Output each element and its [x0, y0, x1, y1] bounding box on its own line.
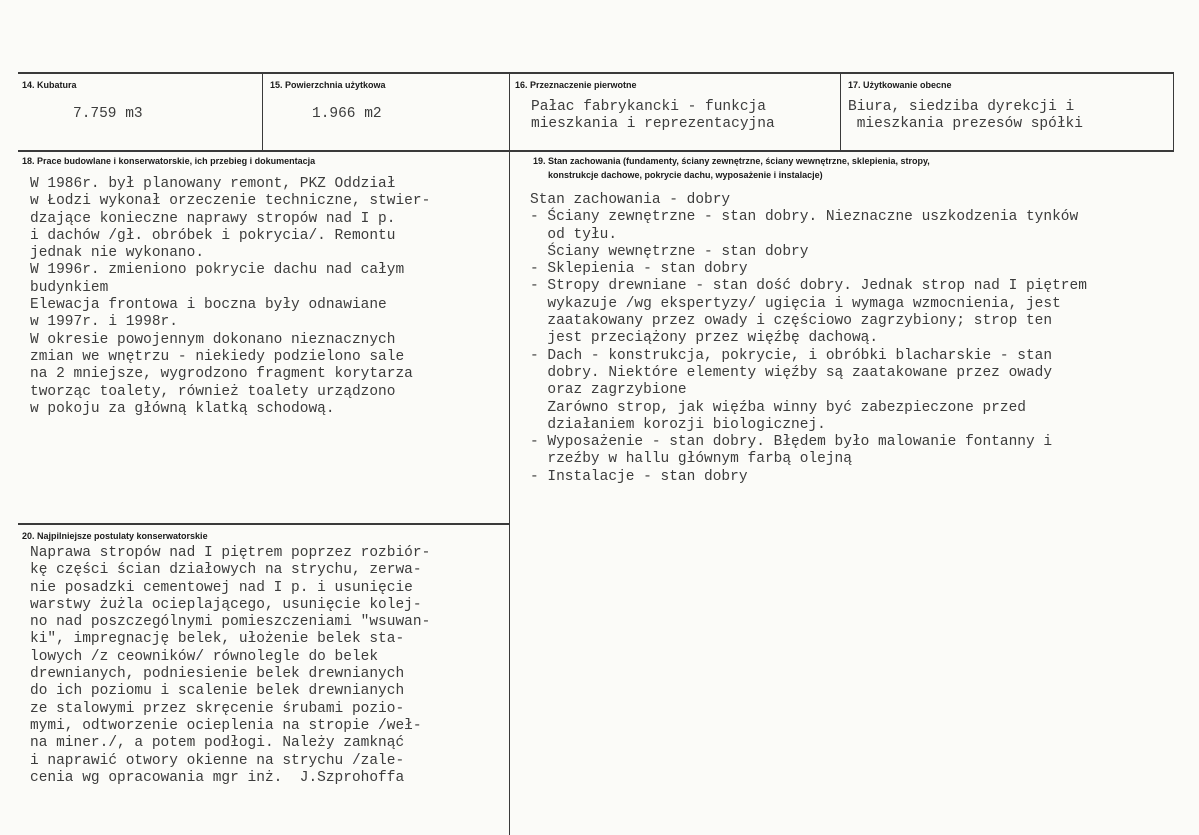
text-line: mieszkania prezesów spółki — [848, 116, 1083, 133]
text-line: Zarówno strop, jak więźba winny być zabezpieczone przed — [530, 399, 1026, 416]
text-line: - Instalacje - stan dobry — [530, 468, 748, 485]
text-line: - Ściany zewnętrzne - stan dobry. Nieznaczne uszkodzenia tynków — [530, 209, 1079, 226]
text-line: do ich poziomu i scalenie belek drewnianych — [30, 683, 405, 700]
divider-2 — [509, 73, 510, 835]
text-line: i dachów /gł. obróbek i pokrycia/. Remontu — [30, 227, 396, 244]
text-line: cenia wg opracowania mgr inż. J.Szprohoffa — [30, 769, 405, 786]
przeznaczenie-text — [531, 99, 775, 134]
text-line: dobry. Niektóre elementy więźby są zaatakowane przez owady — [530, 364, 1053, 381]
right-edge — [1173, 73, 1174, 151]
text-line: dzające konieczne naprawy stropów nad I p. — [30, 210, 396, 227]
text-line: wykazuje /wg ekspertyzy/ ugięcia i wymaga wzmocnienia, jest — [530, 295, 1061, 312]
text-line: - Stropy drewniane - stan dość dobry. Jednak strop nad I piętrem — [530, 278, 1087, 295]
prace-text — [30, 176, 430, 418]
text-line: tworząc toalety, również toalety urządzono — [30, 383, 396, 400]
uzytkowanie-label: 17. Użytkowanie obecne — [848, 80, 952, 90]
text-line: Elewacja frontowa i boczna były odnawiane — [30, 297, 387, 314]
text-line: mymi, odtworzenie ocieplenia na stropie /weł- — [30, 717, 422, 734]
stan-label-line1: 19. Stan zachowania (fundamenty, ściany zewnętrzne, ściany wewnętrzne, sklepienia, stropy, — [533, 156, 930, 166]
text-line: rzeźby w hallu głównym farbą olejną — [530, 451, 852, 468]
text-line: Ściany wewnętrzne - stan dobry — [530, 243, 809, 260]
postulaty-border — [18, 523, 510, 525]
text-line: drewnianych, podniesienie belek drewnianych — [30, 666, 405, 683]
text-line: w 1997r. i 1998r. — [30, 314, 178, 331]
text-line: od tyłu. — [530, 226, 618, 243]
mid-border — [18, 150, 1174, 152]
text-line: na miner./, a potem podłogi. Należy zamknąć — [30, 735, 405, 752]
text-line: kę części ścian działowych na strychu, zerwa- — [30, 562, 422, 579]
text-line: Pałac fabrykancki - funkcja — [531, 99, 766, 115]
text-line: Biura, siedziba dyrekcji i — [848, 99, 1075, 115]
text-line: jest przeciążony przez więźbę dachową. — [530, 330, 879, 347]
text-line: na 2 mniejsze, wygrodzono fragment korytarza — [30, 366, 413, 383]
text-line: Stan zachowania - dobry — [530, 192, 731, 208]
text-line: mieszkania i reprezentacyjna — [531, 116, 775, 133]
postulaty-text — [30, 545, 430, 787]
text-line: oraz zagrzybione — [530, 382, 687, 399]
text-line: W 1986r. był planowany remont, PKZ Oddział — [30, 176, 396, 192]
text-line: W 1996r. zmieniono pokrycie dachu nad całym — [30, 262, 405, 279]
przeznaczenie-label: 16. Przeznaczenie pierwotne — [515, 80, 637, 90]
stan-label-line2: konstrukcje dachowe, pokrycie dachu, wyposażenie i instalacje) — [548, 170, 823, 180]
text-line: no nad poszczególnymi pomieszczeniami "wsuwan- — [30, 614, 431, 631]
text-line: nie posadzki cementowej nad I p. i usunięcie — [30, 579, 413, 596]
text-line: zaatakowany przez owady i częściowo zagrzybiony; strop ten — [530, 313, 1053, 330]
prace-label: 18. Prace budowlane i konserwatorskie, ich przebieg i dokumentacja — [22, 156, 316, 166]
text-line: - Wyposażenie - stan dobry. Błędem było malowanie fontanny i — [530, 434, 1053, 451]
text-line: w pokoju za główną klatką schodową. — [30, 400, 335, 417]
text-line: ki", impregnację belek, ułożenie belek sta- — [30, 631, 405, 648]
divider-1 — [262, 73, 263, 151]
powierzchnia-label: 15. Powierzchnia użytkowa — [270, 80, 386, 90]
text-line: w Łodzi wykonał orzeczenie techniczne, stwier- — [30, 193, 431, 210]
top-border — [18, 72, 1174, 74]
kubatura-value: 7.759 m3 — [73, 106, 143, 122]
text-line: warstwy żużla ocieplającego, usunięcie kolej- — [30, 596, 422, 613]
text-line: ze stalowymi przez skręcenie śrubami pozio- — [30, 700, 405, 717]
text-line: - Dach - konstrukcja, pokrycie, i obróbki blacharskie - stan — [530, 347, 1053, 364]
postulaty-label: 20. Najpilniejsze postulaty konserwatorskie — [22, 531, 208, 541]
kubatura-label: 14. Kubatura — [22, 80, 77, 90]
text-line: budynkiem — [30, 279, 109, 296]
divider-3 — [840, 73, 841, 151]
text-line: zmian we wnętrzu - niekiedy podzielono sale — [30, 348, 405, 365]
text-line: działaniem korozji biologicznej. — [530, 416, 826, 433]
text-line: i naprawić otwory okienne na strychu /zale- — [30, 752, 405, 769]
text-line: Naprawa stropów nad I piętrem poprzez rozbiór- — [30, 545, 431, 561]
text-line: W okresie powojennym dokonano nieznacznych — [30, 331, 396, 348]
text-line: jednak nie wykonano. — [30, 245, 205, 262]
stan-text — [530, 192, 1087, 486]
text-line: - Sklepienia - stan dobry — [530, 261, 748, 278]
text-line: lowych /z ceowników/ równolegle do belek — [30, 648, 379, 665]
powierzchnia-value: 1.966 m2 — [312, 106, 382, 122]
uzytkowanie-text — [848, 99, 1083, 134]
